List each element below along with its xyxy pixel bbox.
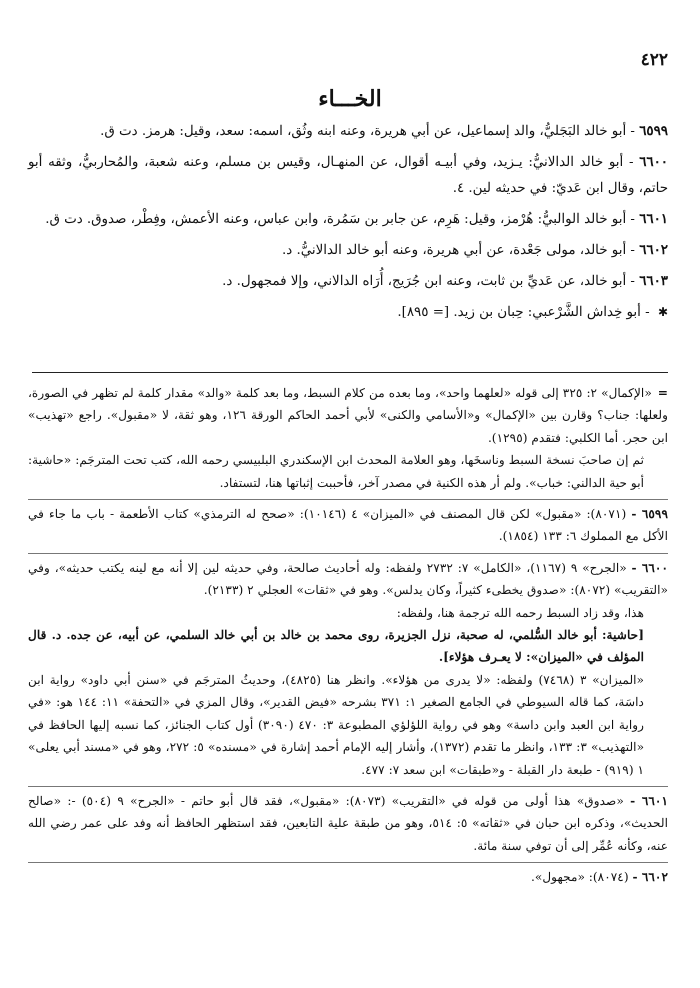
footnote (28, 862, 668, 888)
footnote (28, 602, 668, 624)
entry-text: أبو خالد، مولى جَعْدة، عن أبي هريرة، وعنه أبو خالد الدالانيُّ. د. (282, 243, 627, 258)
footnote (28, 669, 668, 781)
entry-6601: ٦٦٠١ - أبو خالد الوالبيُّ: هُرْمز، وقيل: هَرِم، عن جابر بن سَمُرة، وابن عباس، وعنه الأعمش، وفِطْر، صدوق. دت ق. (45, 211, 668, 227)
entry-number: ٦٦٠٣ (639, 273, 668, 289)
page-number: ٤٢٢ (640, 50, 668, 70)
footnote-margin-note (28, 624, 668, 669)
footnote (28, 786, 668, 857)
see-also-text: أبو خِداش الشَّرْعبي: حِبان بن زيد. [= ٨٩٥]. (397, 305, 641, 320)
footnote-lead: ٦٦٠١ - (630, 793, 668, 808)
footnote-lead: ٦٦٠٢ - (632, 870, 668, 885)
entry-6599: ٦٥٩٩ - أبو خالد البَجَليُّ، والد إسماعيل، عن أبي هريرة، وعنه ابنه وثُق، اسمه: سعد، وقيل: هرمز. دت ق. (100, 123, 668, 139)
see-also-entry: ✱ - أبو خِداش الشَّرْعبي: حِبان بن زيد. [= ٨٩٥]. (397, 305, 668, 320)
entry-text: أبو خالد الدالانيُّ: يـزيد، وفي أبيـه أقوال، عن المنهـال، وقيس بن مسلم، وعنه شعبة، والمُحاربيُّ، وثقه أبو حاتم، وقال ابن عَديّ: في حديثه لين. ٤. (28, 155, 668, 196)
entry-text: أبو خالد، عن عَديِّ بن ثابت، وعنه ابن جُرَيج، أُرَاه الدالاني، وإلا فمجهول. د. (222, 274, 627, 289)
footnote-text: [حاشية: أبو خالد السُّلمي، له صحبة، نزل الجزيرة، روى محمد بن خالد بن أبي خالد السلمي، عن أبيه، عن جده. د. قال المؤلف في «الميزان»: لا يعـرف هؤلاء]. (28, 628, 644, 665)
footnote-text: (٨٠٧٤): «مجهول». (530, 870, 629, 885)
footnote-text: «الجرح» ٩ (١١٦٧)، «الكامل» ٧: ٢٧٣٢ ولفظه: وله أحاديث صالحة، وفي حديثه لين إلا أنه مع لينه يكتب حديثه»، وفي «التقريب» (٨٠٧٢): «صدوق يخطىء كثيراً، وكان يدلس». وهو في «ثقات» العجلي ٢ (٢١٣٣). (28, 560, 668, 598)
footnote-divider (32, 372, 668, 373)
footnote-text: «الميزان» ٣ (٧٤٦٨) ولفظه: «لا يدرى من هؤلاء». وانظر هنا (٤٨٢٥)، وحديثُ المترجَم في «سنن أبي داود» رواية ابن داسَة، كما قاله السيوطي في الجامع الصغير ١: ٣٧١ بشرحه «فيض القدير»، وقال المزي في «التحفة» ١١: ١٤٤ هو: «في رواية ابن العبد وابن داسة» وهو في رواية اللؤلؤي المطبوعة ٣: ٤٧٠ (٣٠٩٠) أول كتاب الجنائز، كما نسبه إليها الحافظ في «التهذيب» ٣: ١٣٣، وانظر ما تقدم (١٣٧٢)، وأشار إليه الإمام أحمد إشارة في «مسنده» ٥: ٢٧٢، وهو في «مسند أبي يعلى» ١ (٩١٩) - طبعة دار القبلة - و«طبقات» ابن سعد ٧: ٤٧٧. (28, 672, 645, 777)
star-icon: ✱ (657, 305, 668, 319)
entry-number: ٦٦٠٢ (639, 242, 668, 258)
footnote-lead: ٦٥٩٩ - (631, 507, 668, 522)
entry-number: ٦٦٠٠ (639, 154, 668, 170)
entry-6602: ٦٦٠٢ - أبو خالد، مولى جَعْدة، عن أبي هريرة، وعنه أبو خالد الدالانيُّ. د. (282, 242, 668, 258)
footnote-text: (٨٠٧١): «مقبول» لكن قال المصنف في «الميزان» ٤ (١٠١٤٦): «صحح له الترمذي» كتاب الأطعمة - باب ما جاء في الأكل مع المملوك ٦: ١٣٣ (١٨٥٤). (28, 507, 668, 544)
footnote (28, 449, 668, 494)
entry-6600: ٦٦٠٠ - أبو خالد الدالانيُّ: يـزيد، وفي أبيـه أقوال، عن المنهـال، وقيس بن مسلم، وعنه شعبة، والمُحاربيُّ، وثقه أبو حاتم، وقال ابن عَديّ: في حديثه لين. ٤. (28, 154, 668, 196)
section-title: الخـــاء (318, 86, 382, 112)
entry-number: ٦٥٩٩ (639, 123, 668, 139)
entry-6603: ٦٦٠٣ - أبو خالد، عن عَديِّ بن ثابت، وعنه ابن جُرَيج، أُرَاه الدالاني، وإلا فمجهول. د. (222, 273, 668, 289)
entry-text: أبو خالد البَجَليُّ، والد إسماعيل، عن أبي هريرة، وعنه ابنه وثُق، اسمه: سعد، وقيل: هرمز. دت ق. (100, 124, 627, 139)
footnote-lead: ٦٦٠٠ - (631, 560, 668, 575)
main-entries (28, 118, 668, 330)
entry-number: ٦٦٠١ (639, 211, 668, 227)
footnote-text: ثم إن صاحبَ نسخة السبط وناسخَها، وهو العلامة المحدث ابن الإسكندري البلبيسي رحمه الله، كتب تحت المترجَم: «حاشية: أبو حية الدالني: خباب». ولم أر هذه الكنية في مصدر آخر، فأحببت إثباتها هنا، لتستفاد. (28, 453, 644, 490)
footnote (28, 553, 668, 602)
footnote (28, 499, 668, 548)
footnote-text: «الإكمال» ٢: ٣٢٥ إلى قوله «لعلهما واحد»، وما بعده من كلام السبط، وما بعد كلمة «والد» مقدار كلمة لم تظهر في الصورة، ولعلها: جناب؟ وقارن بين «الإكمال» و«الأسامي والكنى» لأبي أحمد الحاكم الورقة ١٢٦، وهو ثقة، لا «مقبول». راجع «تهذيب» ابن حجر. أما الكلبي: فتقدم (١٢٩٥). (28, 386, 668, 445)
footnotes (28, 382, 668, 889)
footnote-text: هذا، وقد زاد السبط رحمه الله ترجمة هنا، ولفظه: (396, 605, 644, 620)
footnote (28, 382, 668, 449)
footnote-lead: = (657, 386, 668, 400)
footnote-text: «صدوق» هذا أولى من قوله في «التقريب» (٨٠٧٣): «مقبول»، فقد قال أبو حاتم - «الجرح» ٩ (٥٠٤) -: «صالح الحديث»، وذكره ابن حبان في «ثقاته» ٥: ٥١٤، وهو من طبقة علية التابعين، فقد استظهر الحافظ أنه وفد على عمر رضي الله عنه، وكأنه عُمِّر إلى أن توفي سنة مائة. (28, 793, 669, 853)
entry-text: أبو خالد الوالبيُّ: هُرْمز، وقيل: هَرِم، عن جابر بن سَمُرة، وابن عباس، وعنه الأعمش، وفِطْر، صدوق. دت ق. (45, 212, 627, 227)
